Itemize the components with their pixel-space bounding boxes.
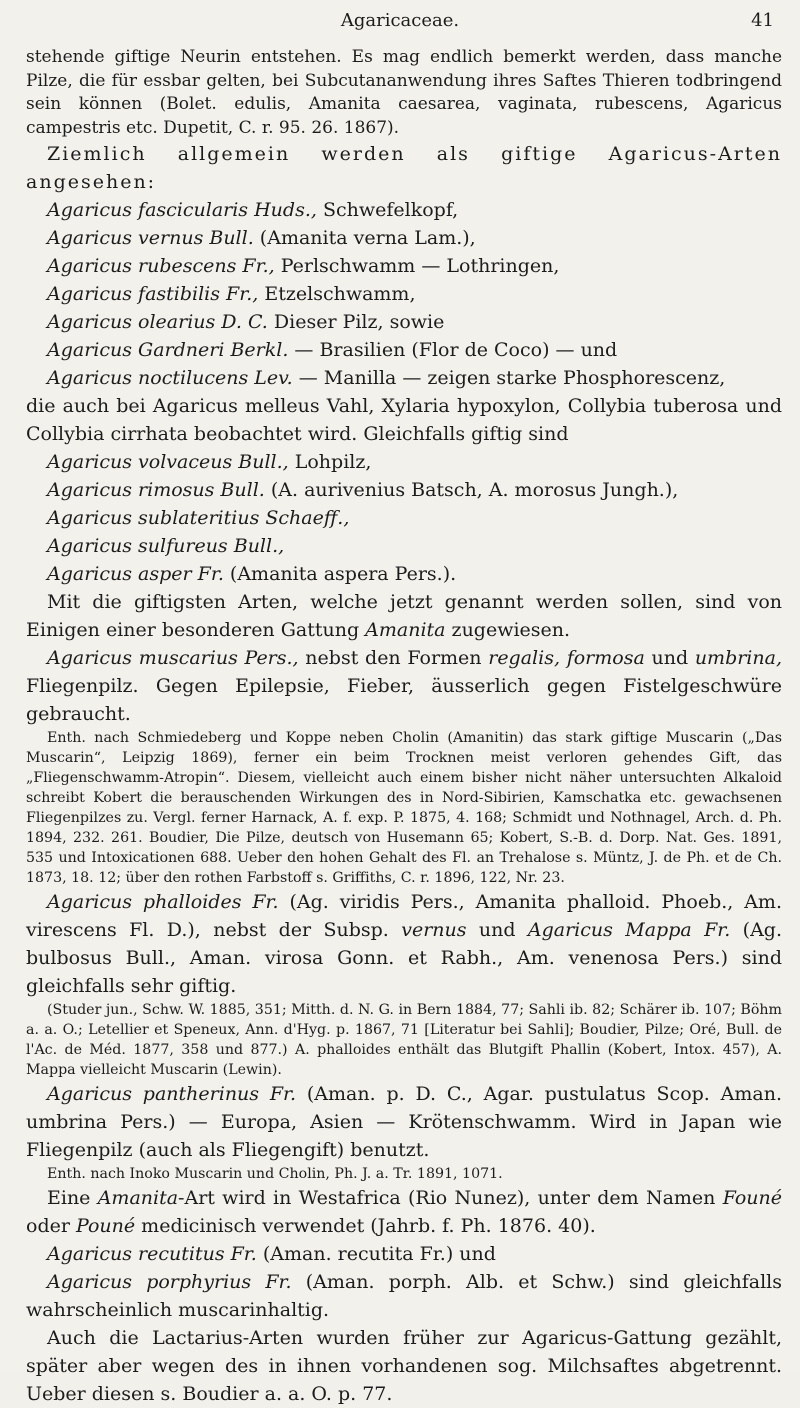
giftige-arten-intro: Ziemlich allgemein werden als giftige Agaricus-Arten angesehen: — [26, 143, 782, 193]
phosphorescence-paragraph: die auch bei Agaricus melleus Vahl, Xylaria hypoxylon, Collybia tuberosa und Collybia cirrhata beobachtet wird. Gleichfalls giftig sind — [26, 395, 782, 445]
species-item: Agaricus fastibilis Fr., Etzelschwamm, — [47, 283, 416, 305]
text-body — [26, 46, 782, 1408]
species-item: Agaricus Gardneri Berkl. — Brasilien (Flor de Coco) — und — [47, 339, 618, 361]
lactarius-paragraph: Auch die Lactarius-Arten wurden früher zur Agaricus-Gattung gezählt, später aber wegen des in ihnen vorhandenen sog. Milchsaftes abgetrennt. Ueber diesen s. Boudier a. a. O. p. 77. — [26, 1327, 782, 1405]
species-list-1 — [26, 196, 782, 392]
pantherinus-note: Enth. nach Inoko Muscarin und Cholin, Ph. J. a. Tr. 1891, 1071. — [47, 1166, 503, 1182]
species-item: Agaricus sublateritius Schaeff., — [47, 507, 350, 529]
species-item: Agaricus olearius D. C. Dieser Pilz, sowie — [47, 311, 445, 333]
pantherinus-paragraph: Agaricus pantherinus Fr. (Aman. p. D. C., Agar. pustulatus Scop. Aman. umbrina Pers.) — Europa, Asien — Krötenschwamm. Wird in Japan wie Fliegenpilz (auch als Fliegengift) benutzt. — [26, 1083, 782, 1161]
intro-paragraph: stehende giftige Neurin entstehen. Es mag endlich bemerkt werden, dass manche Pilze, die für essbar gelten, bei Subcutananwendung ihres Saftes Thieren todbringend sein können (Bolet. edulis, Amanita caesarea, vaginata, rubescens, Agaricus campestris etc. Dupetit, C. r. 95. 26. 1867). — [26, 47, 782, 138]
page-number: 41 — [751, 10, 774, 31]
species-item: Agaricus rubescens Fr., Perlschwamm — Lothringen, — [47, 255, 560, 277]
species-list-2 — [26, 448, 782, 588]
phalloides-note: (Studer jun., Schw. W. 1885, 351; Mitth. d. N. G. in Bern 1884, 77; Sahli ib. 82; Schärer ib. 107; Böhm a. a. O.; Letellier et Speneux, Ann. d'Hyg. p. 1867, 71 [Literatur bei Sahli]; Boudier, Pilze; Oré, Bull. de l'Ac. de Méd. 1877, 358 und 877.) A. phalloides enthält das Blutgift Phallin (Kobert, Intox. 457), A. Mappa vielleicht Muscarin (Lewin). — [26, 1002, 782, 1078]
running-title: Agaricaceae. — [340, 10, 460, 31]
page-header — [0, 6, 800, 36]
species-item: Agaricus fascicularis Huds., Schwefelkopf, — [47, 199, 459, 221]
species-item: Agaricus noctilucens Lev. — Manilla — zeigen starke Phosphorescenz, — [47, 367, 726, 389]
species-item: Agaricus rimosus Bull. (A. aurivenius Batsch, A. morosus Jungh.), — [47, 479, 679, 501]
species-item: Agaricus asper Fr. (Amanita aspera Pers.). — [47, 563, 457, 585]
muscarius-paragraph: Agaricus muscarius Pers., nebst den Formen regalis, formosa und umbrina, Fliegenpilz. Gegen Epilepsie, Fieber, äusserlich gegen Fistelgeschwüre gebraucht. — [26, 647, 782, 725]
phalloides-paragraph: Agaricus phalloides Fr. (Ag. viridis Pers., Amanita phalloid. Phoeb., Am. virescens Fl. D.), nebst der Subsp. vernus und Agaricus Mappa Fr. (Ag. bulbosus Bull., Aman. virosa Gonn. et Rabh., Am. venenosa Pers.) sind gleichfalls sehr giftig. — [26, 891, 782, 997]
amanita-paragraph: Mit die giftigsten Arten, welche jetzt genannt werden sollen, sind von Einigen einer besonderen Gattung Amanita zugewiesen. — [26, 591, 782, 641]
species-item: Agaricus volvaceus Bull., Lohpilz, — [47, 451, 372, 473]
species-item: Agaricus vernus Bull. (Amanita verna Lam.), — [47, 227, 476, 249]
muscarius-note: Enth. nach Schmiedeberg und Koppe neben Cholin (Amanitin) das stark giftige Muscarin („Das Muscarin“, Leipzig 1869), ferner ein beim Trocknen meist verloren gehendes Gift, das „Fliegenschwamm-Atropin“. Diesem, vielleicht auch einem bisher nicht näher untersuchten Alkaloid schreibt Kobert die berauschenden Wirkungen des in Nord-Sibirien, Kamschatka etc. gewachsenen Fliegenpilzes zu. Vergl. ferner Harnack, A. f. exp. P. 1875, 4. 168; Schmidt und Nothnagel, Arch. d. Ph. 1894, 232. 261. Boudier, Die Pilze, deutsch von Husemann 65; Kobert, S.-B. d. Dorp. Nat. Ges. 1891, 535 und Intoxicationen 688. Ueber den hohen Gehalt des Fl. an Trehalose s. Müntz, J. de Ph. et de Ch. 1873, 18. 12; über den rothen Farbstoff s. Griffiths, C. r. 1896, 122, Nr. 23. — [26, 730, 782, 886]
porphyrius-paragraph: Agaricus porphyrius Fr. (Aman. porph. Alb. et Schw.) sind gleichfalls wahrscheinlich muscarinhaltig. — [26, 1271, 782, 1321]
founé-paragraph: Eine Amanita-Art wird in Westafrica (Rio Nunez), unter dem Namen Founé oder Pouné medicinisch verwendet (Jahrb. f. Ph. 1876. 40). — [26, 1187, 782, 1237]
species-item: Agaricus sulfureus Bull., — [47, 535, 285, 557]
recutitus-paragraph: Agaricus recutitus Fr. (Aman. recutita Fr.) und — [47, 1243, 496, 1265]
